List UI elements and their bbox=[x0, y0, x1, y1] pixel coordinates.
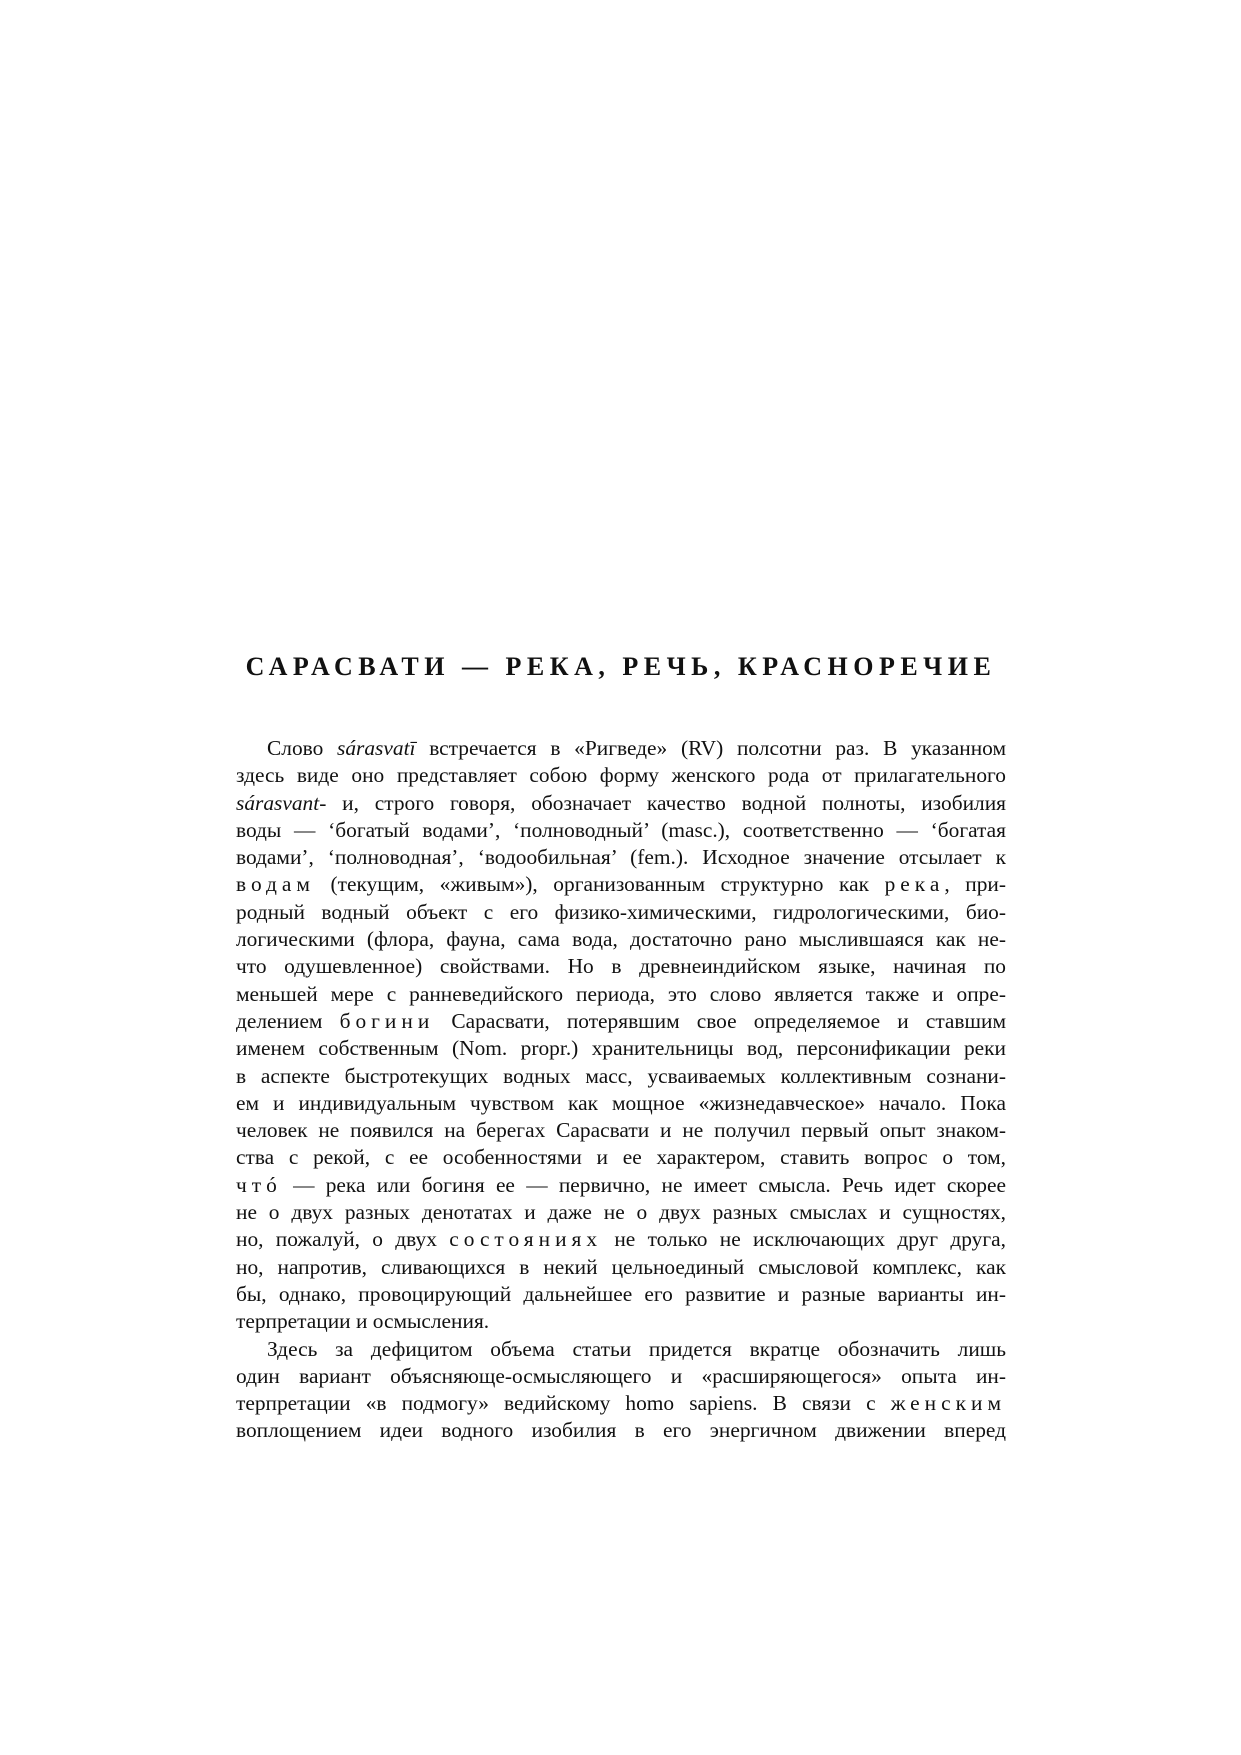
paragraph-1-line-17: чтó — река или богиня ее — первично, не имеет смысла. Речь идет скорее bbox=[236, 1172, 1006, 1197]
paragraph-1-line-14: ем и индивидуальным чувством как мощное «жизнедавческое» начало. Пока bbox=[236, 1090, 1006, 1115]
paragraph-1-line-9: что одушевленное) свойствами. Но в древнеиндийском языке, начиная по bbox=[236, 954, 1006, 979]
paragraph-1-line-2: здесь виде оно представляет собою форму женского рода от прилагательного bbox=[236, 763, 1006, 788]
paragraph-1-line-19: но, пожалуй, о двух состояниях не только не исключающих друг друга, bbox=[236, 1227, 1006, 1252]
paragraph-1-line-3: sárasvant- и, строго говоря, обозначает качество водной полноты, изобилия bbox=[236, 790, 1006, 815]
paragraph-2-line-1: Здесь за дефицитом объема статьи придется вкратце обозначить лишь bbox=[267, 1336, 1006, 1361]
paragraph-2-line-2: один вариант объясняюще-осмысляющего и «расширяющегося» опыта ин- bbox=[236, 1363, 1006, 1388]
paragraph-1-line-1: Слово sárasvatī встречается в «Ригведе» (RV) полсотни раз. В указанном bbox=[267, 736, 1006, 760]
article-body bbox=[236, 735, 1006, 1445]
paragraph-1-line-6: водам (текущим, «живым»), организованным структурно как река, при- bbox=[236, 872, 1006, 897]
paragraph-1-line-18: не о двух разных денотатах и даже не о двух разных смыслах и сущностях, bbox=[236, 1200, 1006, 1225]
paragraph-1-line-20: но, напротив, сливающихся в некий цельноединый смысловой комплекс, как bbox=[236, 1254, 1006, 1279]
paragraph-1-line-15: человек не появился на берегах Сарасвати и не получил первый опыт знаком- bbox=[236, 1118, 1006, 1143]
paragraph-1-line-11: делением богини Сарасвати, потерявшим свое определяемое и ставшим bbox=[236, 1008, 1006, 1033]
paragraph-1-line-12: именем собственным (Nom. propr.) хранительницы вод, персонификации реки bbox=[236, 1036, 1006, 1061]
paragraph-1-line-16: ства с рекой, с ее особенностями и ее характером, ставить вопрос о том, bbox=[236, 1145, 1006, 1170]
paragraph-1-line-22: терпретации и осмысления. bbox=[236, 1309, 490, 1334]
paragraph-1-line-7: родный водный объект с его физико-химическими, гидрологическими, био- bbox=[236, 899, 1006, 924]
paragraph-1-line-13: в аспекте быстротекущих водных масс, усваиваемых коллективным сознани- bbox=[236, 1063, 1006, 1088]
paragraph-2-line-4: воплощением идеи водного изобилия в его энергичном движении вперед bbox=[236, 1418, 1006, 1443]
paragraph-1-line-10: меньшей мере с ранневедийского периода, это слово является также и опре- bbox=[236, 981, 1006, 1006]
paragraph-1-line-8: логическими (флора, фауна, сама вода, достаточно рано мыслившаяся как не- bbox=[236, 927, 1006, 952]
article-title: САРАСВАТИ — РЕКА, РЕЧЬ, КРАСНОРЕЧИЕ bbox=[245, 652, 997, 681]
paragraph-2-line-3: терпретации «в подмогу» ведийскому homo sapiens. В связи с женским bbox=[236, 1391, 1006, 1416]
paragraph-1-line-21: бы, однако, провоцирующий дальнейшее его развитие и разные варианты ин- bbox=[236, 1281, 1006, 1306]
paragraph-1-line-4: воды — ‘богатый водами’, ‘полноводный’ (masc.), соответственно — ‘богатая bbox=[236, 817, 1006, 842]
paragraph-1-line-5: водами’, ‘полноводная’, ‘водообильная’ (fem.). Исходное значение отсылает к bbox=[236, 845, 1006, 870]
